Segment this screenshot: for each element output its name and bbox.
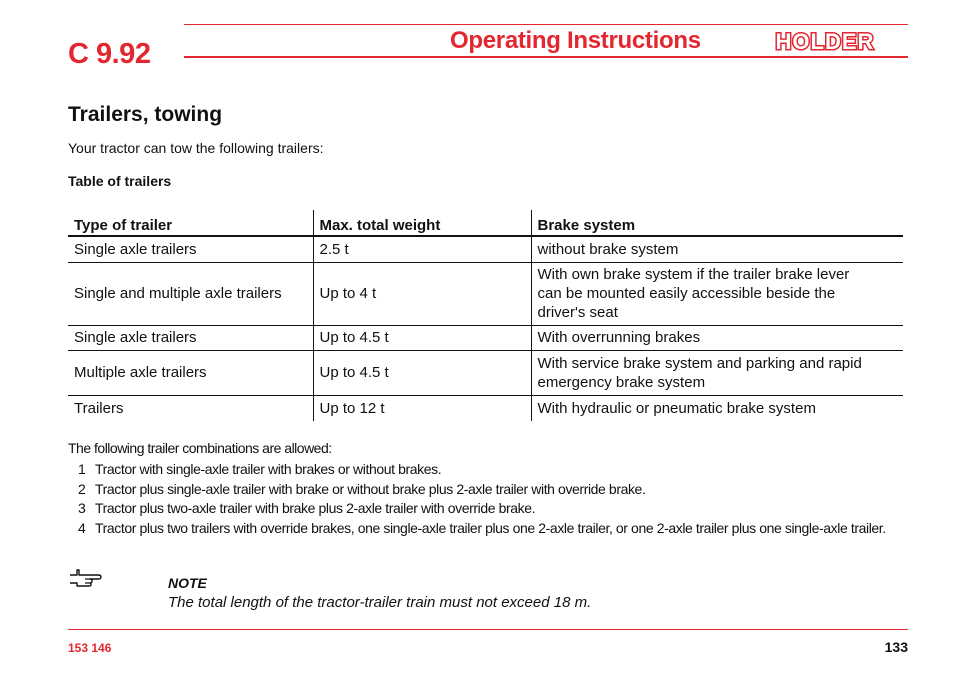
- cell-brake: With own brake system if the trailer brake lever can be mounted easily accessible beside the driver's seat: [531, 262, 903, 325]
- cell-weight: 2.5 t: [313, 236, 531, 262]
- list-item: [68, 499, 908, 519]
- model-number: C 9.92: [68, 38, 151, 70]
- table-header-row: [68, 210, 903, 236]
- section-heading: Trailers, towing: [68, 103, 223, 126]
- cell-type: Trailers: [74, 399, 124, 417]
- cell-weight: Up to 4.5 t: [313, 325, 531, 350]
- document-number: 153 146: [68, 641, 112, 655]
- list-item-text: Tractor with single-axle trailer with brakes or without brakes.: [95, 461, 442, 477]
- list-item-number: 3: [78, 500, 86, 516]
- footer-rule: [68, 629, 908, 630]
- column-header-type: Type of trailer: [68, 210, 313, 236]
- cell-weight: Up to 12 t: [313, 395, 531, 421]
- logo-text: HOLDER: [775, 31, 875, 51]
- cell-weight: Up to 4 t: [313, 262, 531, 325]
- table-row: [68, 236, 903, 262]
- pointing-hand-icon: [68, 566, 104, 588]
- header-rule: [184, 56, 908, 58]
- column-header-brake: Brake system: [531, 210, 903, 236]
- list-item-number: 4: [78, 519, 86, 536]
- list-item-number: 2: [78, 480, 86, 497]
- table-row: [68, 350, 903, 395]
- holder-logo: [750, 31, 900, 51]
- list-item-text: Tractor plus two-axle trailer with brake plus 2-axle trailer with override brake.: [95, 500, 536, 516]
- cell-brake: With overrunning brakes: [531, 325, 903, 350]
- table-row: [68, 395, 903, 421]
- note-text: The total length of the tractor-trailer train must not exceed 18 m.: [168, 594, 592, 611]
- list-item-text: Tractor plus single-axle trailer with brake or without brake plus 2-axle trailer with override brake.: [95, 480, 646, 497]
- combinations-intro: The following trailer combinations are allowed:: [68, 440, 332, 456]
- cell-type: Single and multiple axle trailers: [68, 262, 313, 325]
- column-header-weight: Max. total weight: [313, 210, 531, 236]
- list-item: [68, 460, 908, 480]
- document-title: Operating Instructions: [450, 27, 701, 54]
- table-caption: Table of trailers: [68, 173, 172, 189]
- cell-weight: Up to 4.5 t: [313, 350, 531, 395]
- page-number: 133: [884, 639, 908, 655]
- cell-brake: without brake system: [531, 236, 903, 262]
- cell-brake: With service brake system and parking and rapid emergency brake system: [531, 350, 903, 395]
- list-item-text: Tractor plus two trailers with override brakes, one single-axle trailer plus one 2-axle trailer, or one 2-axle trailer plus one single-axle trailer.: [95, 519, 886, 536]
- list-item: [68, 519, 908, 539]
- note-title: NOTE: [168, 575, 207, 591]
- cell-type: Single axle trailers: [68, 325, 313, 350]
- list-item: [68, 480, 908, 500]
- intro-text: Your tractor can tow the following trailers:: [68, 140, 324, 156]
- header-rule-top: [184, 24, 908, 25]
- table-row: [68, 262, 903, 325]
- list-item-number: 1: [78, 461, 86, 477]
- cell-type: Single axle trailers: [68, 236, 313, 262]
- cell-brake: With hydraulic or pneumatic brake system: [531, 395, 903, 421]
- table-row: [68, 325, 903, 350]
- cell-type: Multiple axle trailers: [68, 350, 313, 395]
- combinations-list: [68, 460, 908, 538]
- trailers-table: [68, 210, 903, 421]
